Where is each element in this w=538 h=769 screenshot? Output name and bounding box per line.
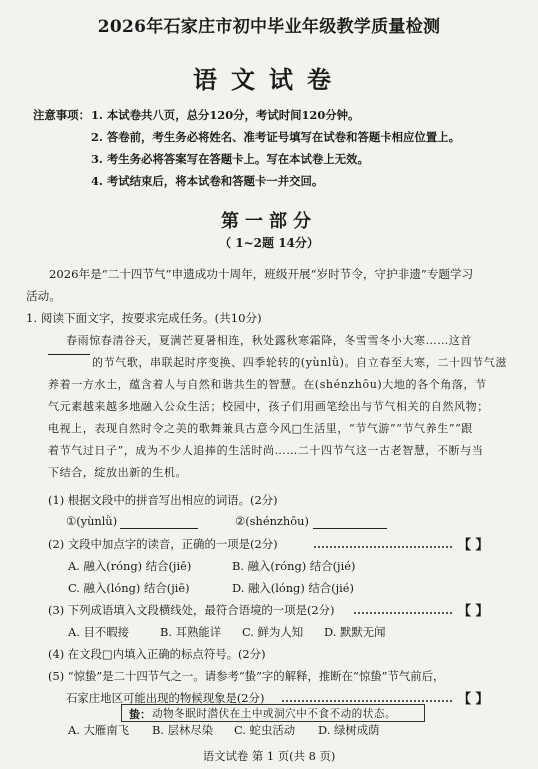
sub2-option-b[interactable]: B. 融入(róng) 结合(jié) (232, 559, 356, 573)
sub3-answer-bracket[interactable]: 【 】 (458, 604, 489, 619)
sub5-option-c[interactable]: C. 蛇虫活动 (234, 723, 296, 737)
sub3-option-a[interactable]: A. 目不暇接 (68, 625, 130, 639)
sub2-option-d[interactable]: D. 融入(lóng) 结合(jié) (232, 581, 354, 595)
sub2-option-a[interactable]: A. 融入(róng) 结合(jiē) (68, 559, 192, 573)
sub5-option-b[interactable]: B. 层林尽染 (152, 723, 214, 737)
passage-line-2: 的节气歌，串联起时序变换、四季轮转的(yùnlǜ)。自立春至大寒，二十四节气滋 (92, 356, 507, 369)
sub5-option-d[interactable]: D. 绿树成荫 (318, 723, 380, 737)
sub2-answer-bracket[interactable]: 【 】 (458, 538, 489, 553)
sub5-stem-line-1: (5) “惊蛰”是二十四节气之一。请参考“蛰”字的解释，推断在“惊蛰”节气前后， (48, 669, 445, 683)
sub1-stem: (1) 根据文段中的拼音写出相应的词语。(2分) (48, 493, 278, 507)
sub3-option-b[interactable]: B. 耳熟能详 (160, 625, 222, 639)
passage-line-7: 下结合，绽放出新的生机。 (48, 466, 188, 479)
passage-blank (48, 354, 90, 355)
sub5-leader-dots (282, 700, 452, 702)
subject-title: 语文试卷 (193, 65, 345, 94)
sub2-option-c[interactable]: C. 融入(lóng) 结合(jiē) (68, 581, 190, 595)
sub5-answer-bracket[interactable]: 【 】 (458, 692, 489, 707)
passage-line-5: 电视上，表现自然时令之美的歌舞兼具古意今风□生活里，“节气游”“节气养生”“跟 (48, 422, 473, 435)
section-title: 第一部分 (221, 211, 317, 232)
section-subtitle: （ 1~2题 14分） (219, 236, 319, 250)
sub3-option-d[interactable]: D. 默默无闻 (324, 625, 386, 639)
sub1-b-label: ②(shénzhōu) (235, 514, 309, 528)
sub1-a-label: ①(yùnlǜ) (66, 514, 118, 528)
passage-line-6: 着节气过日子”，成为不少人追捧的生活时尚……二十四节气这一古老智慧，不断与当 (48, 444, 484, 457)
exam-title: 2026年石家庄市初中毕业年级教学质量检测 (97, 17, 441, 37)
sub4-stem: (4) 在文段□内填入正确的标点符号。(2分) (48, 647, 266, 661)
sub2-leader-dots (314, 546, 452, 548)
intro-line-2: 活动。 (26, 289, 61, 303)
sub2-stem: (2) 文段中加点字的读音，正确的一项是(2分) (48, 537, 278, 551)
passage-line-4: 气元素越来越多地融入公众生活；校园中，孩子们用画笔绘出与节气相关的自然风物； (48, 400, 489, 413)
notes-label: 注意事项： (33, 108, 90, 122)
definition-text: 动物冬眠时潜伏在土中或洞穴中不食不动的状态。 (152, 708, 397, 720)
note-item-3: 3. 考生务必将答案写在答题卡上。写在本试卷上无效。 (91, 152, 369, 166)
sub5-option-a[interactable]: A. 大雁南飞 (68, 723, 130, 737)
sub3-option-c[interactable]: C. 鲜为人知 (242, 625, 304, 639)
sub1-b-answer-line[interactable] (313, 528, 387, 529)
sub3-stem: (3) 下列成语填入文段横线处，最符合语境的一项是(2分) (48, 603, 335, 617)
sub5-stem-line-2: 石家庄地区可能出现的物候现象是(2分) (66, 691, 265, 705)
note-item-4: 4. 考试结束后，将本试卷和答题卡一并交回。 (91, 174, 324, 188)
page-footer: 语文试卷 第 1 页(共 8 页) (202, 749, 336, 763)
note-item-1: 1. 本试卷共八页，总分120分，考试时间120分钟。 (91, 108, 360, 122)
sub3-leader-dots (354, 612, 452, 614)
definition-label: 蛰： (129, 708, 151, 721)
passage-line-1: 春雨惊春清谷天，夏满芒夏暑相连，秋处露秋寒霜降，冬雪雪冬小大寒……这首 (66, 334, 472, 347)
note-item-2: 2. 答卷前，考生务必将姓名、准考证号填写在试卷和答题卡相应位置上。 (91, 130, 460, 144)
question-1-stem: 1. 阅读下面文字，按要求完成任务。(共10分) (26, 311, 262, 325)
sub1-a-answer-line[interactable] (120, 528, 198, 529)
intro-line-1: 2026年是“二十四节气”申遗成功十周年，班级开展“岁时节令，守护非遗”专题学习 (49, 267, 474, 281)
passage-line-3: 养着一方水土，蕴含着人与自然和谐共生的智慧。在(shénzhōu)大地的各个角落，节 (48, 378, 487, 391)
